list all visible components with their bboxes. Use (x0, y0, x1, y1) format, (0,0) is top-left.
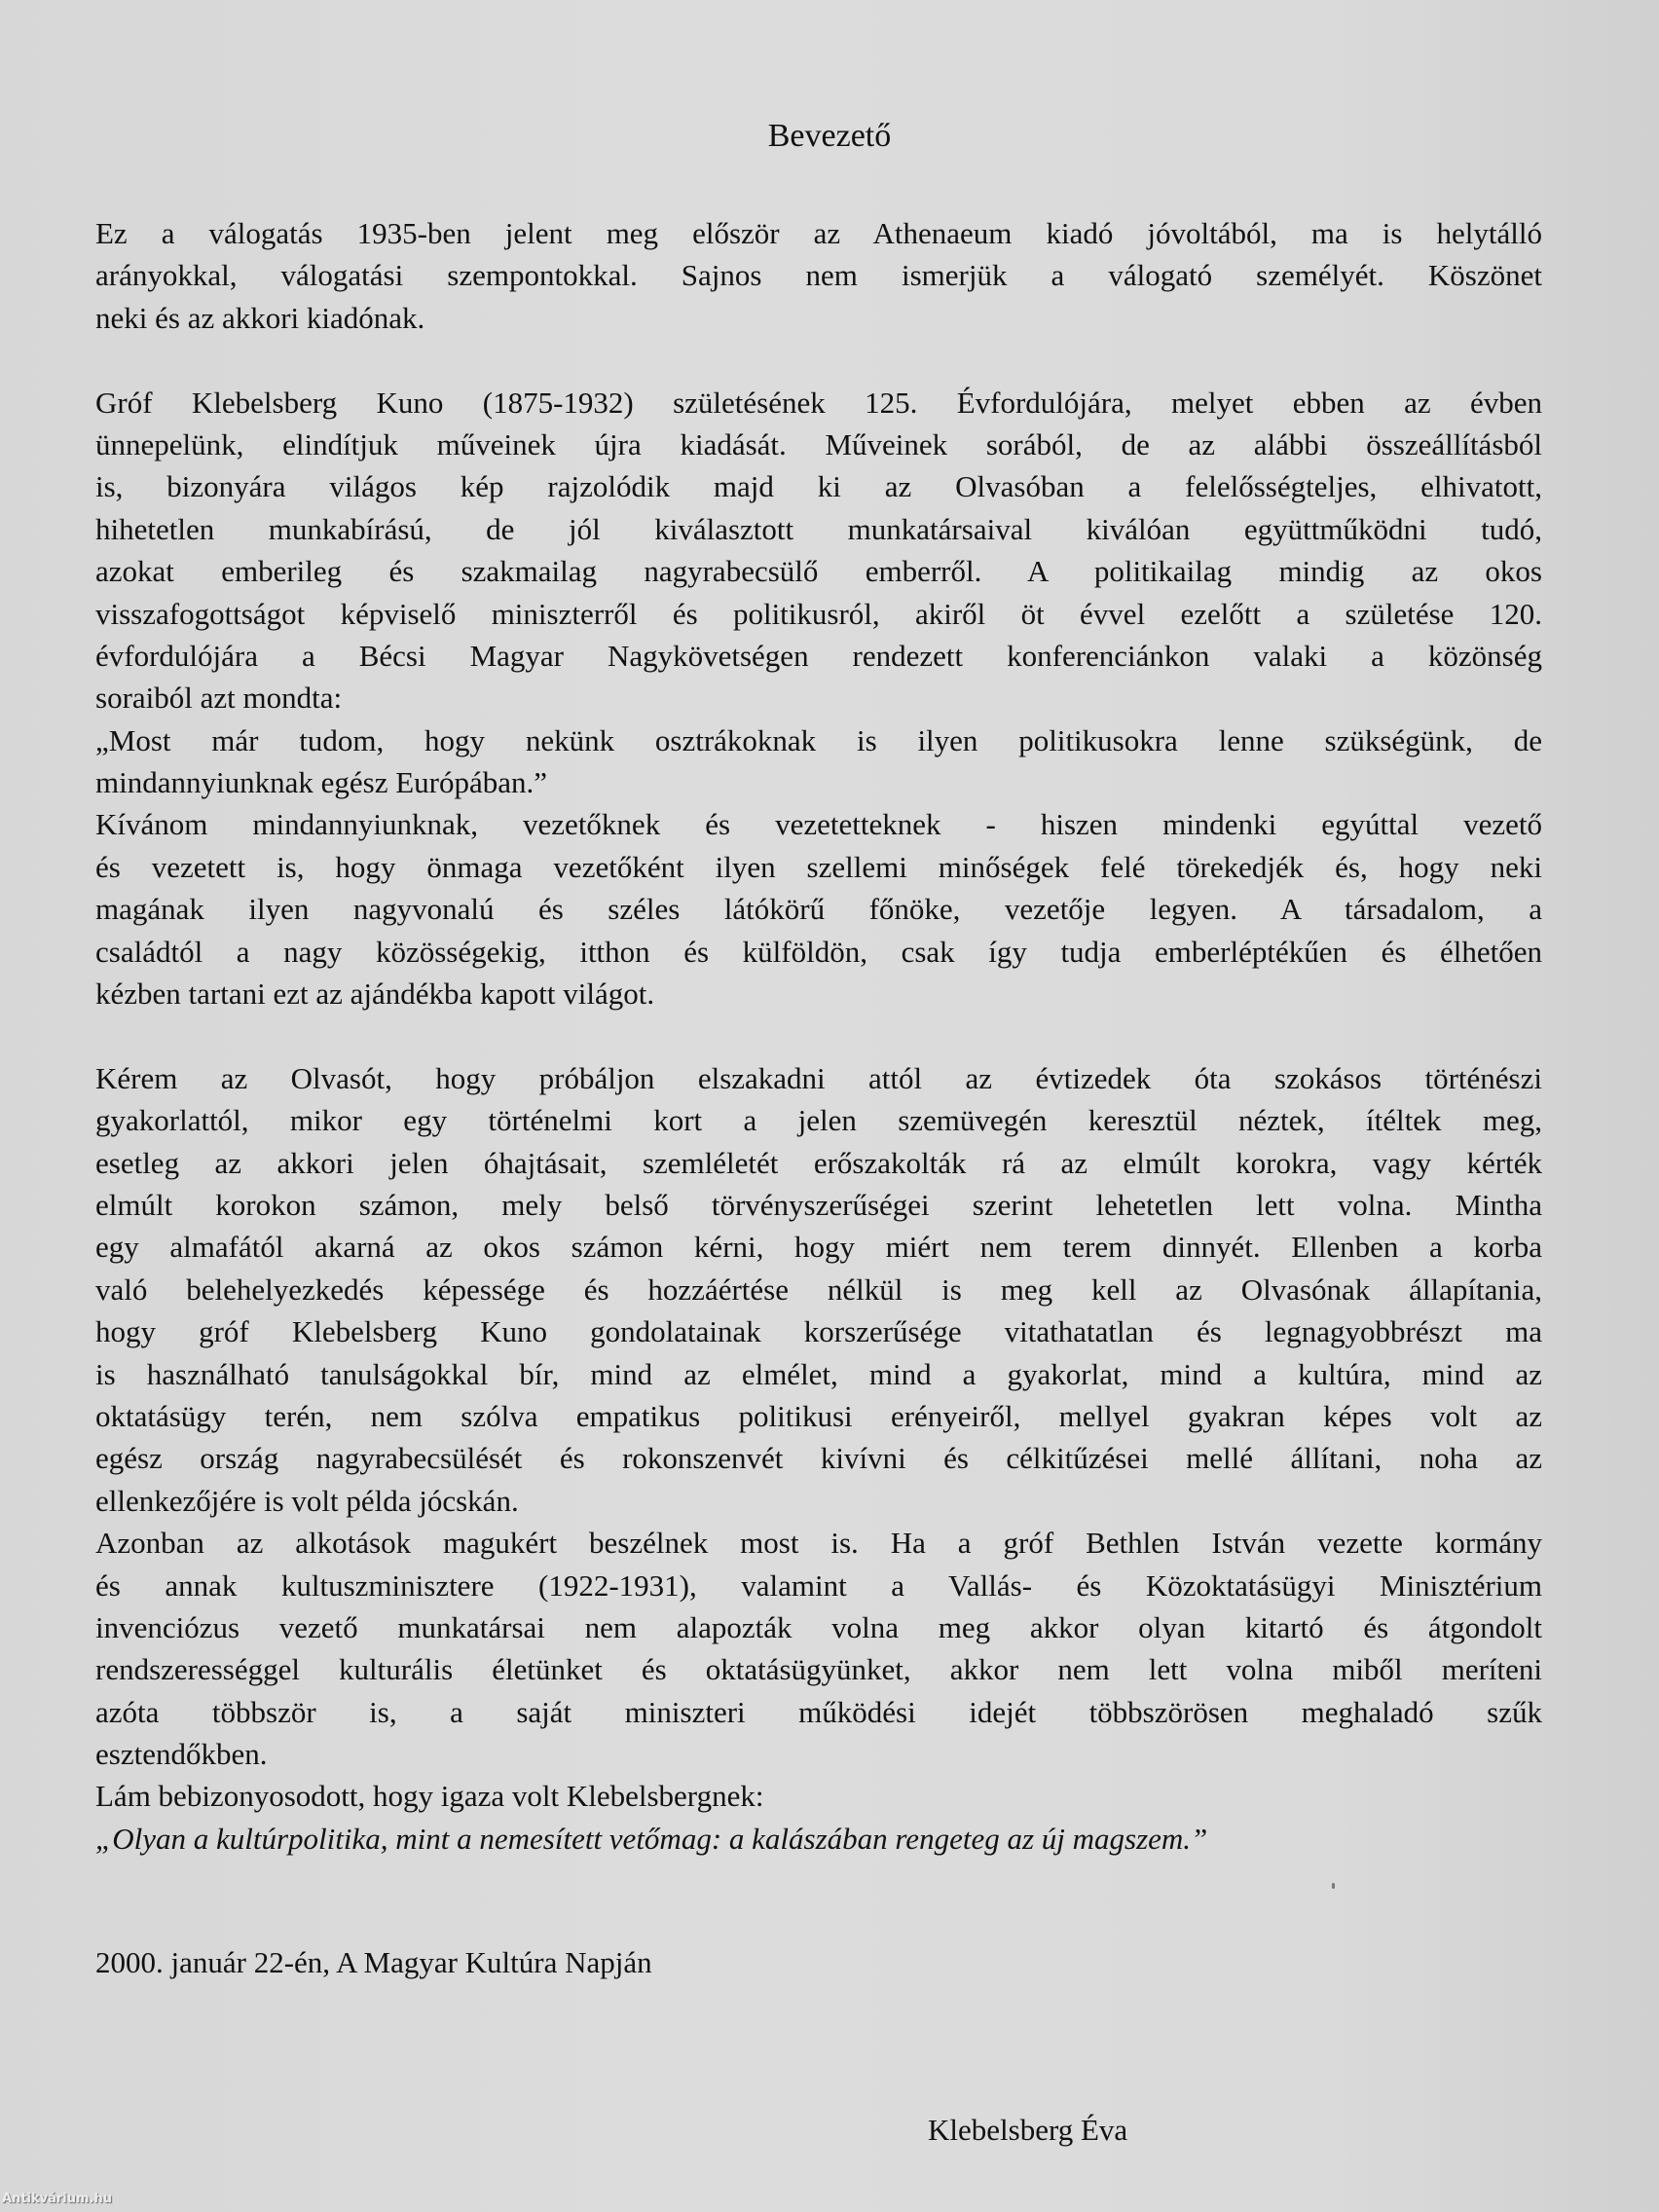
signature: Klebelsberg Éva (928, 2113, 1128, 2147)
text-line: való belehelyezkedés képessége és hozzáértése nélkül is meg kell az Olvasónak állapítania, (95, 1272, 1542, 1307)
closing-quote: „Olyan a kultúrpolitika, mint a nemesített vetőmag: a kalászában rengeteg az új magszem.” (95, 1821, 1208, 1856)
dateline: 2000. január 22-én, A Magyar Kultúra Napján (95, 1945, 652, 1979)
paragraph-intro (95, 212, 1542, 339)
paragraph-gap (95, 1014, 1542, 1056)
text-line: Gróf Klebelsberg Kuno (1875-1932) születésének 125. Évfordulójára, melyet ebben az évben (95, 385, 1542, 420)
text-line: Lám bebizonyosodott, hogy igaza volt Klebelsbergnek: (95, 1779, 764, 1814)
paper-speck (1332, 1883, 1335, 1889)
text-line: Kívánom mindannyiunknak, vezetőknek és vezetetteknek - hiszen mindenki egyúttal vezető (95, 807, 1542, 842)
watermark: Antikvárium.hu (2, 2192, 112, 2206)
text-line: és vezetett is, hogy önmaga vezetőként ilyen szellemi minőségek felé törekedjék és, hogy neki (95, 849, 1542, 884)
text-line: azokat emberileg és szakmailag nagyrabecsülő emberről. A politikailag mindig az okos (95, 554, 1542, 589)
text-line: magának ilyen nagyvonalú és széles látókörű főnöke, vezetője legyen. A társadalom, a (95, 892, 1542, 927)
text-line: hihetetlen munkabírású, de jól kiválasztott munkatársaival kiválóan együttműködni tudó, (95, 511, 1542, 546)
text-line: elmúlt korokon számon, mely belső törvényszerűségei szerint lehetetlen lett volna. Mintha (95, 1187, 1542, 1222)
text-line: mindannyiunknak egész Európában.” (95, 765, 547, 800)
text-line: invenciózus vezető munkatársai nem alapozták volna meg akkor olyan kitartó és átgondolt (95, 1609, 1542, 1644)
text-line: soraiból azt mondta: (95, 681, 343, 716)
text-line: azóta többször is, a saját miniszteri működési idejét többszörösen meghaladó szűk (95, 1694, 1542, 1729)
text-line: évfordulójára a Bécsi Magyar Nagykövetségen rendezett konferenciánkon valaki a közönség (95, 638, 1542, 673)
text-line: ünnepelünk, elindítjuk műveinek újra kiadását. Műveinek sorából, de az alábbi összeállításból (95, 426, 1542, 461)
text-line: egy almafától akarná az okos számon kérni, hogy miért nem terem dinnyét. Ellenben a korba (95, 1230, 1542, 1265)
text-line: Ez a válogatás 1935-ben jelent meg először az Athenaeum kiadó jóvoltából, ma is helytálló (95, 216, 1542, 250)
document-body (95, 212, 1542, 1860)
text-line: hogy gróf Klebelsberg Kuno gondolatainak korszerűsége vitathatatlan és legnagyobbrészt ma (95, 1314, 1542, 1349)
text-line: Kérem az Olvasót, hogy próbáljon elszakadni attól az évtizedek óta szokásos történészi (95, 1060, 1542, 1095)
text-line: visszafogottságot képviselő miniszterről és politikusról, akiről öt évvel ezelőtt a születése 120. (95, 596, 1542, 631)
text-line: esetleg az akkori jelen óhajtásait, szemléletét erőszakolták rá az elmúlt korokra, vagy kérték (95, 1145, 1542, 1180)
text-line: neki és az akkori kiadónak. (95, 300, 425, 335)
text-line: esztendőkben. (95, 1737, 268, 1772)
text-line: arányokkal, válogatási szempontokkal. Sajnos nem ismerjük a válogató személyét. Köszönet (95, 258, 1542, 293)
text-line: „Most már tudom, hogy nekünk osztrákoknak is ilyen politikusokra lenne szükségünk, de (95, 722, 1542, 757)
text-line: is, bizonyára világos kép rajzolódik majd ki az Olvasóban a felelősségteljes, elhivatott, (95, 469, 1542, 504)
text-line: ellenkezőjére is volt példa jócskán. (95, 1483, 519, 1518)
text-line: és annak kultuszminisztere (1922-1931), valamint a Vallás- és Közoktatásügyi Minisztérium (95, 1567, 1542, 1603)
text-line: rendszerességgel kulturális életünket és oktatásügyünket, akkor nem lett volna miből meríteni (95, 1652, 1542, 1687)
text-line: kézben tartani ezt az ajándékba kapott világot. (95, 977, 655, 1012)
paragraph-gap (95, 339, 1542, 381)
paragraph-appeal (95, 1057, 1542, 1818)
text-line: gyakorlattól, mikor egy történelmi kort a jelen szemüvegén keresztül néztek, ítéltek meg, (95, 1103, 1542, 1138)
text-line: oktatásügy terén, nem szólva empatikus politikusi erényeiről, mellyel gyakran képes volt az (95, 1398, 1542, 1433)
page-title: Bevezető (767, 118, 892, 154)
paragraph-anniversary (95, 382, 1542, 1015)
text-line: egész ország nagyrabecsülését és rokonszenvét kivívni és célkitűzései mellé állítani, noha az (95, 1441, 1542, 1476)
text-line: Azonban az alkotások magukért beszélnek most is. Ha a gróf Bethlen István vezette kormány (95, 1526, 1542, 1561)
text-line: is használható tanulságokkal bír, mind az elmélet, mind a gyakorlat, mind a kultúra, mind az (95, 1356, 1542, 1391)
text-line: családtól a nagy közösségekig, itthon és külföldön, csak így tudja emberléptékűen és élhetően (95, 934, 1542, 969)
